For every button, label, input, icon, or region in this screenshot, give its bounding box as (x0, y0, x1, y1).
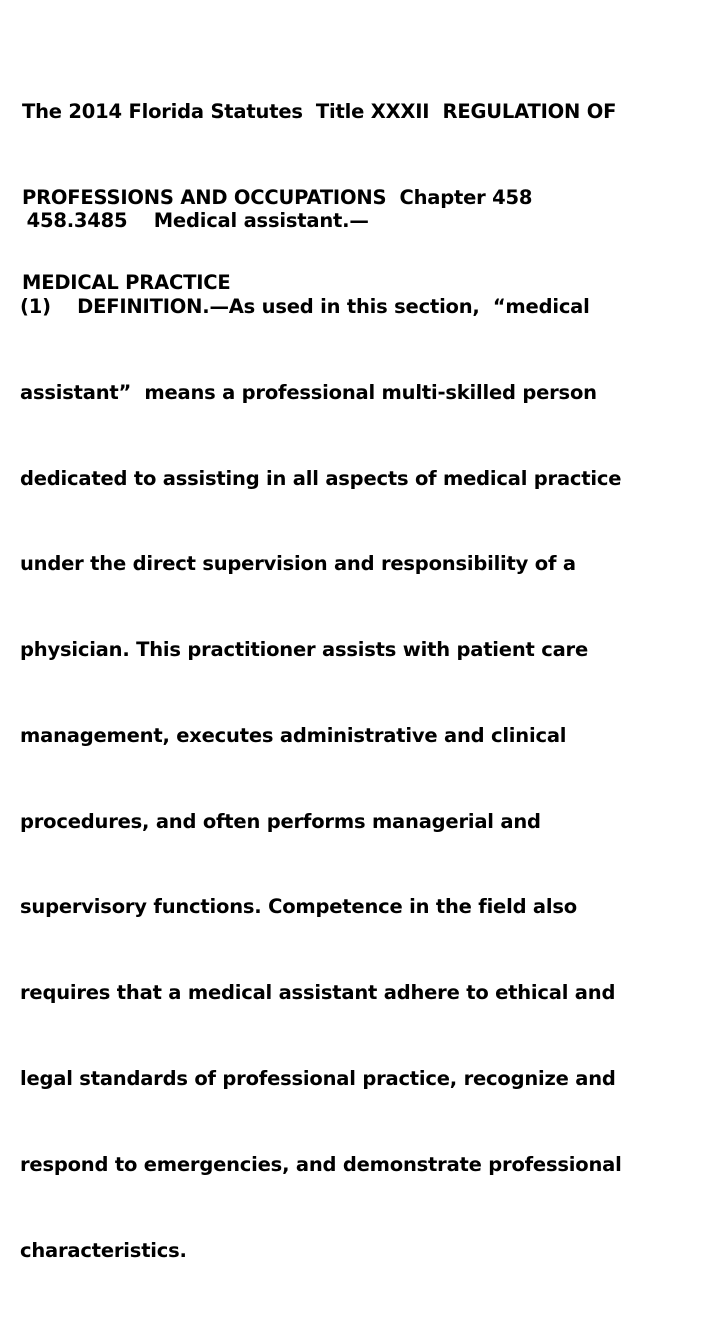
heading-line: MEDICAL PRACTICE (22, 271, 231, 294)
body-line: respond to emergencies, and demonstrate professional (20, 1152, 622, 1176)
body-line: under the direct supervision and responsibility of a (20, 552, 576, 576)
body-line: characteristics. (20, 1238, 187, 1262)
body-line: dedicated to assisting in all aspects of medical practice (20, 466, 622, 490)
section-title-line: 458.3485 Medical assistant.— (20, 209, 369, 233)
statute-body (20, 150, 710, 1322)
body-line: physician. This practitioner assists with patient care (20, 638, 588, 662)
body-line: management, executes administrative and clinical (20, 723, 567, 747)
heading-line: The 2014 Florida Statutes Title XXXII REGULATION OF (22, 100, 617, 123)
body-line: legal standards of professional practice, recognize and (20, 1067, 616, 1090)
body-line: (1) DEFINITION.—As used in this section, “medical (20, 294, 590, 318)
body-line: procedures, and often performs managerial and (20, 809, 541, 833)
heading-line: PROFESSIONS AND OCCUPATIONS Chapter 458 (22, 185, 533, 209)
body-line: requires that a medical assistant adhere to ethical and (20, 981, 616, 1005)
body-line: assistant” means a professional multi-skilled person (20, 380, 597, 404)
body-line: supervisory functions. Competence in the field also (20, 895, 577, 919)
